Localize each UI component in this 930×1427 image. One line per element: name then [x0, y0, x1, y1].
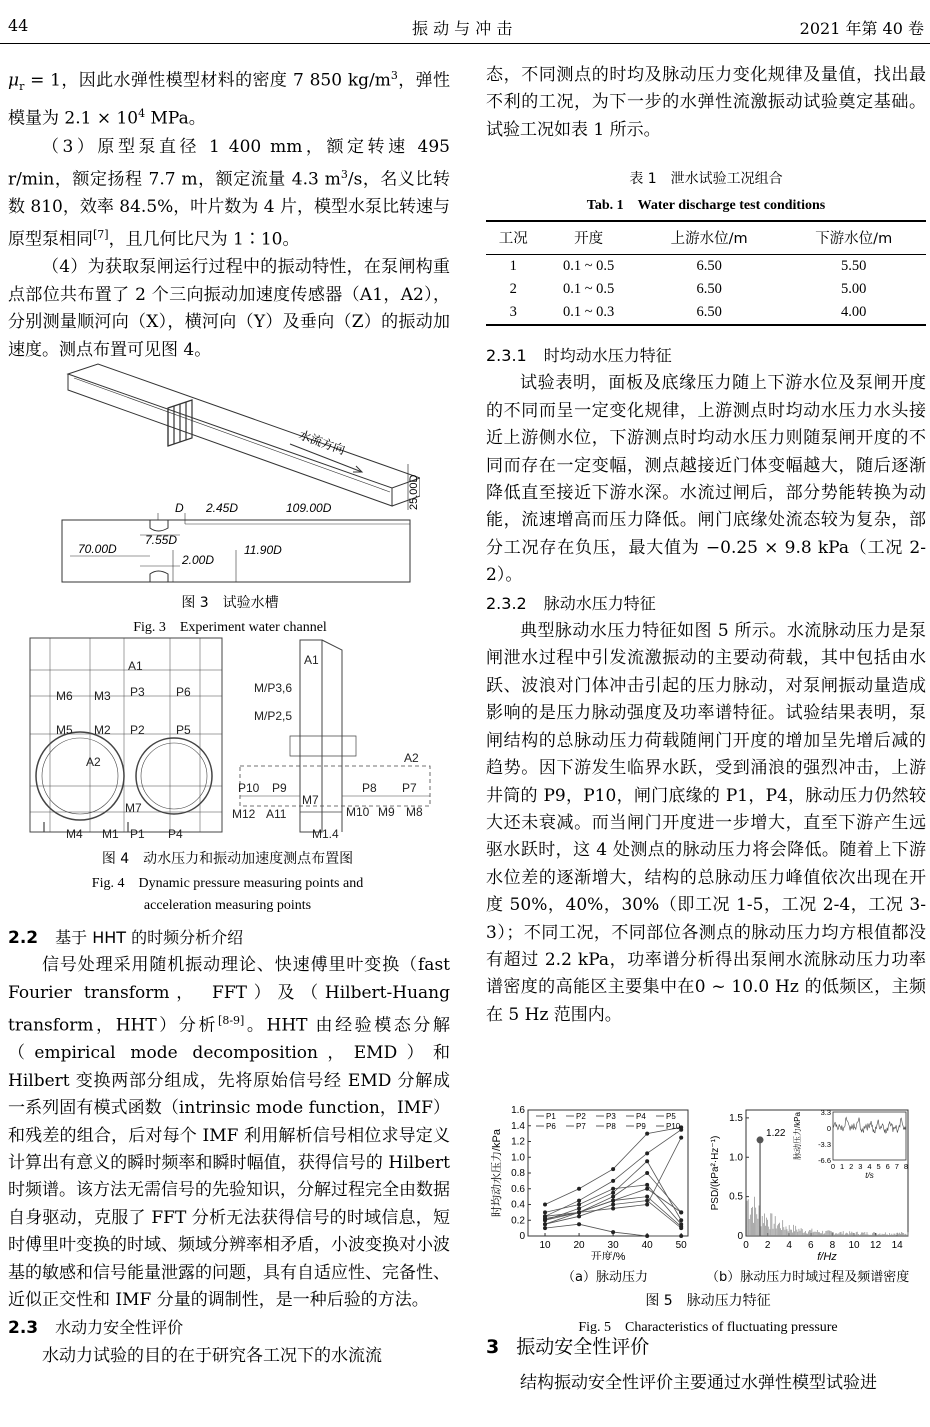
dim-11-9d: 11.90D	[244, 543, 282, 557]
data-point	[543, 1203, 547, 1207]
y-axis-label: PSD/(kPa²·Hz⁻¹)	[710, 1135, 721, 1211]
table-1	[486, 168, 926, 326]
measuring-points-drawing	[10, 636, 445, 838]
pt-P7: P7	[402, 781, 417, 795]
pt-MP36: M/P3,6	[254, 681, 293, 695]
table1-caption-cn: 表 1 泄水试验工况组合	[629, 171, 783, 187]
inset-x-tick-label: 0	[830, 1162, 836, 1171]
fig5-caption-cn: 图 5 脉动压力特征	[645, 1293, 771, 1309]
data-point	[611, 1195, 615, 1199]
inset-y-tick-label: 3.3	[820, 1108, 831, 1117]
data-point	[543, 1210, 547, 1214]
flow-direction-label: 水流方向	[296, 427, 347, 458]
para-hydrodynamic: 水动力试验的目的在于研究各工况下的水流流	[42, 1345, 382, 1366]
data-point	[577, 1206, 581, 1210]
pt-M8: M8	[406, 805, 423, 819]
fluctuating-pressure-charts	[488, 1104, 928, 1260]
legend-entry-P2: P2	[576, 1112, 586, 1121]
data-point	[645, 1234, 649, 1238]
x-tick-label: 0	[743, 1240, 749, 1251]
fig5b-label: （b）脉动压力时域过程及频谱密度	[706, 1270, 910, 1285]
table-row: 2 0.1 ~ 0.5 6.50 5.00	[509, 281, 867, 297]
legend-entry-P1: P1	[546, 1112, 556, 1121]
inset-x-tick-label: 4	[867, 1162, 872, 1171]
para-density: $\mu_r = 1$，因此水弹性模型材料的密度 7 850 $kg/m^3$，弹性模量为 $2.1 \times 10^4$ MPa。	[8, 69, 451, 130]
col-opening: 开度	[540, 221, 636, 255]
x-tick-label: 12	[870, 1240, 882, 1251]
right-column-bottom	[486, 1334, 926, 1398]
col-upstream: 上游水位/m	[637, 221, 782, 255]
pt-P1: P1	[130, 827, 145, 838]
pt-M1: M1	[102, 827, 119, 838]
pt-P6: P6	[176, 685, 191, 699]
inset-y-tick-label: 0	[826, 1124, 831, 1133]
y-tick-label: 0.4	[511, 1199, 525, 1211]
figure-3	[40, 360, 420, 635]
legend-entry-P3: P3	[606, 1112, 616, 1121]
x-axis-label: 开度/%	[590, 1251, 626, 1260]
data-point	[577, 1210, 581, 1214]
x-tick-label: 20	[573, 1240, 585, 1251]
data-point	[679, 1225, 683, 1229]
pt-M14: M1,4	[312, 827, 339, 838]
left-column-bottom	[8, 924, 450, 1370]
page-header	[0, 0, 930, 44]
x-tick-label: 8	[829, 1240, 836, 1251]
legend-entry-P9: P9	[636, 1122, 646, 1131]
pt-right-A2: A2	[404, 751, 419, 765]
x-tick-label: 10	[539, 1240, 551, 1251]
data-point	[645, 1203, 649, 1207]
chart-b	[710, 1108, 908, 1260]
pt-M3: M3	[94, 689, 111, 703]
inset-frame	[833, 1112, 906, 1160]
figure-4	[10, 636, 445, 918]
pt-M7: M7	[125, 801, 142, 815]
inset-x-tick-label: 5	[876, 1162, 881, 1171]
inset-x-tick-label: 8	[903, 1162, 909, 1171]
table-row: 1 0.1 ~ 0.5 6.50 5.50	[509, 258, 867, 274]
table1-caption-en: Tab. 1 Water discharge test conditions	[586, 198, 826, 213]
citation-ref: [7]	[93, 228, 109, 242]
pt-M4: M4	[66, 827, 83, 838]
data-point	[577, 1199, 581, 1203]
pt-M2: M2	[94, 723, 111, 737]
legend-entry-P4: P4	[636, 1112, 646, 1121]
fig5-caption-en: Fig. 5 Characteristics of fluctuating pressure	[578, 1320, 838, 1335]
col-condition: 工况	[486, 221, 540, 255]
pt-right-M7: M7	[302, 793, 319, 807]
data-point	[543, 1214, 547, 1218]
y-axis-label: 时均动水压力/kPa	[491, 1128, 503, 1218]
y-tick-label: 1.5	[729, 1112, 743, 1124]
y-tick-label: 0.5	[729, 1191, 743, 1203]
journal-issue: 2021 年第 40 卷	[799, 19, 924, 38]
y-tick-label: 0.8	[511, 1168, 525, 1179]
fig5a-label: （a）脉动压力	[562, 1270, 648, 1285]
para-hht: 信号处理采用随机振动理论、快速傅里叶变换（fast Fourier transform， FFT）及（Hilbert-Huang transform，HHT）分析[8-9]。HHT 由经验模态分解（empirical mode decomposition，EMD）和 Hilbert 变换两部分组成，先将原始信号经 EMD 分解成一系列固有模式函数（intrinsic mode function，IMF）和残差的组合，后对每个 IMF 利用解析信号相位求导定义计算出有意义的瞬时频率和瞬时幅值，获得信号的 Hilbert 时频谱。该方法无需信号的先验知识，分解过程完全由数据自身驱动，克服了 FFT 分析无法获得信号的时域信息，短时傅里叶变换的时域、频域分辨率相矛盾，小波变换对小波基的敏感和信号能量泄露的问题，具有自适应性、完备性、近似正交性和 IMF 分量的调制性，是一种后验的方法。	[8, 955, 450, 1310]
pt-M9: M9	[378, 805, 395, 819]
pt-A1: A1	[128, 659, 143, 673]
dim-d: D	[175, 501, 184, 515]
pt-P2: P2	[130, 723, 145, 737]
right-column-top	[486, 62, 926, 144]
data-point	[611, 1203, 615, 1207]
y-tick-label: 1.2	[511, 1136, 525, 1148]
y-tick-label: 1.4	[511, 1120, 525, 1132]
data-point	[577, 1203, 581, 1207]
x-tick-label: 50	[675, 1240, 687, 1251]
data-point	[679, 1210, 683, 1214]
inset-y-tick-label: -6.6	[818, 1156, 831, 1165]
fig4-caption-en-1: Fig. 4 Dynamic pressure measuring points and	[91, 876, 364, 891]
chart-a	[489, 1105, 688, 1260]
peak-marker	[757, 1136, 764, 1143]
inset-x-tick-label: 6	[885, 1162, 890, 1171]
data-point	[679, 1136, 683, 1140]
legend-entry-P10: P10	[666, 1122, 681, 1131]
pt-MP25: M/P2,5	[254, 709, 293, 723]
legend-entry-P5: P5	[666, 1112, 676, 1121]
data-point	[645, 1171, 649, 1175]
data-point	[577, 1187, 581, 1191]
table-row: 3 0.1 ~ 0.3 6.50 4.00	[486, 301, 926, 325]
inset-y-tick-label: -3.3	[818, 1140, 831, 1149]
section-2-3-1-heading: 2.3.1 时均动水压力特征	[486, 346, 672, 365]
data-point	[577, 1214, 581, 1218]
para-prototype-pump: （3）原型泵直径 1 400 mm，额定转速 495 r/min，额定扬程 7.7 m，额定流量 4.3 $m^3/s$，名义比转数 810，效率 84.5%，叶片数为 4 片，模型水泵比转速与原型泵相同[7]，且几何比尺为 1∶10。	[8, 136, 450, 251]
figure-5	[488, 1104, 928, 1335]
pt-right-A1: A1	[304, 653, 319, 667]
data-point	[645, 1187, 649, 1191]
y-tick-label: 1.0	[729, 1152, 743, 1164]
pt-P3: P3	[130, 685, 145, 699]
pt-M12: M12	[232, 807, 256, 821]
inset-x-tick-label: 2	[849, 1162, 854, 1171]
x-tick-label: 10	[848, 1240, 860, 1251]
inset-x-tick-label: 7	[894, 1162, 899, 1171]
data-point	[611, 1179, 615, 1183]
peak-annotation: 1.22	[766, 1127, 786, 1139]
data-point	[645, 1183, 649, 1187]
data-point	[543, 1222, 547, 1226]
pt-P9: P9	[272, 781, 287, 795]
x-tick-label: 4	[786, 1240, 792, 1251]
section-2-2-heading: 2.2 基于 HHT 的时频分析介绍	[8, 928, 244, 948]
y-tick-label: 1.6	[511, 1105, 525, 1116]
y-tick-label: 1.0	[511, 1152, 525, 1164]
para-flow-state: 态，不同测点的时均及脉动压力变化规律及量值，找出最不利的工况，为下一步的水弹性流激振动试验奠定基础。试验工况如表 1 所示。	[486, 65, 926, 140]
legend-entry-P7: P7	[576, 1122, 586, 1131]
x-tick-label: 40	[641, 1240, 653, 1251]
dim-2d: 2.00D	[182, 553, 215, 567]
pt-M5: M5	[56, 723, 73, 737]
data-point	[611, 1230, 615, 1234]
section-2-3-heading: 2.3 水动力安全性评价	[8, 1318, 184, 1339]
pt-P4: P4	[168, 827, 183, 838]
data-point	[645, 1159, 649, 1163]
y-tick-label: 0	[737, 1231, 743, 1242]
x-tick-label: 14	[891, 1240, 903, 1251]
inset-x-tick-label: 3	[858, 1162, 863, 1171]
data-point	[645, 1151, 649, 1155]
y-tick-label: 0	[519, 1231, 525, 1242]
y-tick-label: 0.6	[511, 1183, 525, 1195]
data-point	[611, 1167, 615, 1171]
inset-x-tick-label: 1	[840, 1162, 845, 1171]
inset-x-label: t/s	[865, 1171, 874, 1180]
data-point	[645, 1195, 649, 1199]
x-axis-label: f/Hz	[817, 1251, 837, 1260]
data-point	[611, 1206, 615, 1210]
conditions-table	[486, 220, 926, 326]
para-fluctuating-pressure: 典型脉动水压力特征如图 5 所示。水流脉动压力是泵闸泄水过程中引发流激振动的主要动荷载，其中包括由水跃、波浪对门体冲击引起的压力脉动，对泵闸振动量造成影响的是压力脉动强度及功率谱特征。试验结果表明，泵闸结构的总脉动压力荷载随闸门开度的增加呈先增后减的趋势。因下游发生临界水跃，受到涌浪的强烈冲击，上游井筒的 P9，P10，闸门底缘的 P1，P4，脉动压力仍然较大还未衰减。而当闸门开度进一步增大，直至下游产生远驱水跃时，这 4 处测点的脉动压力将会降低。随着上下游水位差的逐渐增大，结构的总脉动压力峰值依次出现在开度 50%，40%，30%（即工况 1-5，工况 2-4，工况 3-3）；不同工况，不同部位各测点的脉动压力均方根值都没有超过 2.2 kPa，功率谱分析得出泵闸水流脉动压力功率谱密度的高能区主要集中在0 ~ 10.0 Hz 的低频区，主频在 5 Hz 范围内。	[486, 621, 926, 1025]
left-column-top	[8, 62, 450, 364]
pt-P10: P10	[238, 781, 260, 795]
citation-ref: [8-9]	[218, 1014, 245, 1028]
fig4-caption-en-2: acceleration measuring points	[143, 898, 312, 913]
height-label: 25.00D	[408, 474, 420, 510]
x-tick-label: 6	[808, 1240, 814, 1251]
legend-entry-P8: P8	[606, 1122, 616, 1131]
x-tick-label: 2	[764, 1240, 771, 1251]
water-channel-drawing	[40, 360, 420, 586]
right-column-middle	[486, 342, 926, 1029]
data-point	[679, 1218, 683, 1222]
dim-109d: 109.00D	[286, 501, 332, 515]
data-point	[645, 1132, 649, 1136]
fig3-caption-en: Fig. 3 Experiment water channel	[133, 620, 327, 635]
pt-P5: P5	[176, 723, 191, 737]
pt-M6: M6	[56, 689, 73, 703]
data-point	[679, 1234, 683, 1238]
pt-M10: M10	[346, 805, 370, 819]
data-point	[577, 1222, 581, 1226]
data-point	[611, 1191, 615, 1195]
dim-2-45d: 2.45D	[206, 501, 239, 515]
pt-A11: A11	[266, 807, 287, 821]
journal-name: 振 动 与 冲 击	[412, 19, 513, 38]
inset-y-label: 脉动压力/kPa	[793, 1111, 802, 1161]
fig3-caption-cn: 图 3 试验水槽	[181, 595, 279, 611]
data-point	[543, 1226, 547, 1230]
para-sensors: （4）为获取泵闸运行过程中的振动特性，在泵闸构重点部位共布置了 2 个三向振动加速度传感器（A1，A2），分别测量顺河向（X），横河向（Y）及垂向（Z）的振动加速度。测点布置可见图 4。	[8, 257, 450, 360]
psd-spectrum	[747, 1197, 908, 1236]
data-point	[611, 1199, 615, 1203]
fig4-caption-cn: 图 4 动水压力和振动加速度测点布置图	[101, 851, 354, 867]
legend-entry-P6: P6	[546, 1122, 556, 1131]
para-mean-pressure: 试验表明，面板及底缘压力随上下游水位及泵闸开度的不同而呈一定变化规律，上游测点时均动水压力水头接近上游侧水位，下游测点时均动水压力则随泵闸开度的不同而存在一定变幅，测点越接近门体变幅越大，随后逐渐降低直至接近下游水深。水流过闸后，部分势能转换为动能，流速增高而压力降低。闸门底缘处流态较为复杂，部分工况存在负压，最大值为 −0.25 × 9.8 kPa（工况 2-2）。	[486, 373, 926, 586]
pt-A2: A2	[86, 755, 101, 769]
x-tick-label: 30	[607, 1240, 619, 1251]
page-number: 44	[8, 16, 29, 35]
dim-70d: 70.00D	[78, 542, 117, 556]
dim-7-55d: 7.55D	[145, 533, 178, 547]
y-tick-label: 0.2	[511, 1215, 525, 1227]
para-vibration-safety: 结构振动安全性评价主要通过水弹性模型试验进	[520, 1373, 877, 1394]
col-downstream: 下游水位/m	[781, 221, 926, 255]
pt-P8: P8	[362, 781, 377, 795]
section-3-heading: 3 振动安全性评价	[486, 1336, 650, 1358]
section-2-3-2-heading: 2.3.2 脉动水压力特征	[486, 593, 656, 613]
data-point	[611, 1187, 615, 1191]
table-header-row	[486, 221, 926, 255]
